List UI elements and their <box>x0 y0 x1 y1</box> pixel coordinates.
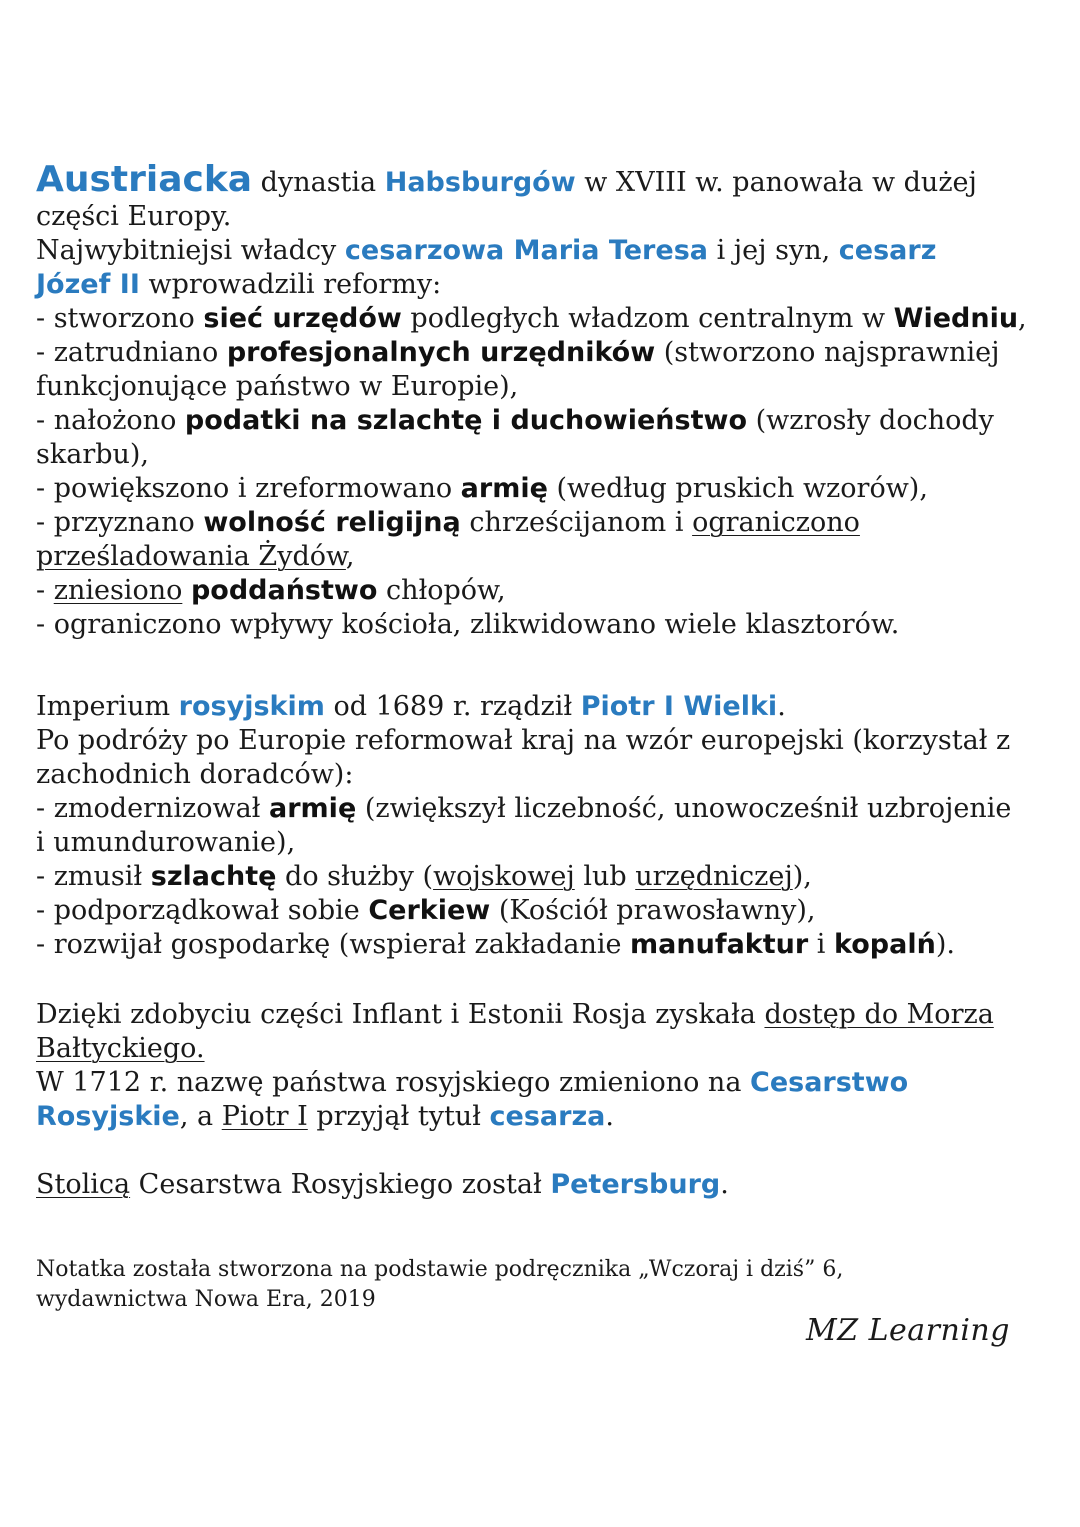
capital-section <box>36 1168 1046 1202</box>
term-austriacka: Austriacka <box>36 159 253 200</box>
baltic-line-2: Bałtyckiego. <box>36 1033 205 1064</box>
russia-line-4: - zmodernizował armię (zwiększył liczebność, unowocześnił uzbrojenie <box>36 793 1012 824</box>
baltic-section <box>36 998 1046 1134</box>
austria-line-14: - ograniczono wpływy kościoła, zlikwidowano wiele klasztorów. <box>36 609 900 640</box>
term-maria-teresa: cesarzowa Maria Teresa <box>344 235 708 266</box>
term-piotr-i-wielki: Piotr I Wielki <box>580 691 778 722</box>
term-jozef-ii: Józef II <box>36 269 140 300</box>
term-petersburg: Petersburg <box>550 1169 721 1200</box>
austria-line-4: Józef II wprowadzili reformy: <box>36 269 442 300</box>
baltic-line-4: Rosyjskie, a Piotr I przyjął tytuł cesarza. <box>36 1101 614 1132</box>
austria-section <box>36 160 1046 642</box>
austria-line-12: prześladowania Żydów, <box>36 541 355 572</box>
russia-line-7: - podporządkował sobie Cerkiew (Kościół prawosławny), <box>36 895 816 926</box>
austria-line-8: - nałożono podatki na szlachtę i duchowieństwo (wzrosły dochody <box>36 405 994 436</box>
austria-line-10: - powiększono i zreformowano armię (według pruskich wzorów), <box>36 473 928 504</box>
footnote-line-2: wydawnictwa Nowa Era, 2019 <box>36 1287 376 1312</box>
russia-line-5: i umundurowanie), <box>36 827 296 858</box>
footnote-line-1: Notatka została stworzona na podstawie podręcznika „Wczoraj i dziś” 6, <box>36 1257 844 1282</box>
term-habsburgow: Habsburgów <box>384 167 576 198</box>
austria-line-9: skarbu), <box>36 439 150 470</box>
baltic-line-1: Dzięki zdobyciu części Inflant i Estonii Rosja zyskała dostęp do Morza <box>36 999 994 1030</box>
term-cesarz: cesarz <box>838 235 937 266</box>
austria-line-6: - zatrudniano profesjonalnych urzędników (stworzono najsprawniej <box>36 337 1000 368</box>
austria-line-1: Austriacka dynastia Habsburgów w XVIII w. panowała w dużej <box>36 159 977 200</box>
austria-line-13: - zniesiono poddaństwo chłopów, <box>36 575 506 606</box>
capital-line: Stolicą Cesarstwa Rosyjskiego został Petersburg. <box>36 1169 729 1200</box>
baltic-line-3: W 1712 r. nazwę państwa rosyjskiego zmieniono na Cesarstwo <box>36 1067 909 1098</box>
russia-line-3: zachodnich doradców): <box>36 759 354 790</box>
austria-line-5: - stworzono sieć urzędów podległych władzom centralnym w Wiedniu, <box>36 303 1027 334</box>
russia-section <box>36 690 1046 962</box>
term-cesarstwo: Cesarstwo <box>750 1067 909 1098</box>
austria-line-3: Najwybitniejsi władcy cesarzowa Maria Teresa i jej syn, cesarz <box>36 235 937 266</box>
austria-line-11: - przyznano wolność religijną chrześcijanom i ograniczono <box>36 507 860 538</box>
term-cesarza: cesarza <box>489 1101 606 1132</box>
russia-line-1: Imperium rosyjskim od 1689 r. rządził Piotr I Wielki. <box>36 691 786 722</box>
footnote <box>36 1255 1046 1315</box>
russia-line-8: - rozwijał gospodarkę (wspierał zakładanie manufaktur i kopalń). <box>36 929 955 960</box>
russia-line-6: - zmusił szlachtę do służby (wojskowej lub urzędniczej), <box>36 861 812 892</box>
austria-line-2: części Europy. <box>36 201 232 232</box>
austria-line-7: funkcjonujące państwo w Europie), <box>36 371 519 402</box>
signature: MZ Learning <box>806 1313 1010 1348</box>
term-rosyjskie: Rosyjskie <box>36 1101 180 1132</box>
term-rosyjskim: rosyjskim <box>178 691 325 722</box>
russia-line-2: Po podróży po Europie reformował kraj na wzór europejski (korzystał z <box>36 725 1011 756</box>
